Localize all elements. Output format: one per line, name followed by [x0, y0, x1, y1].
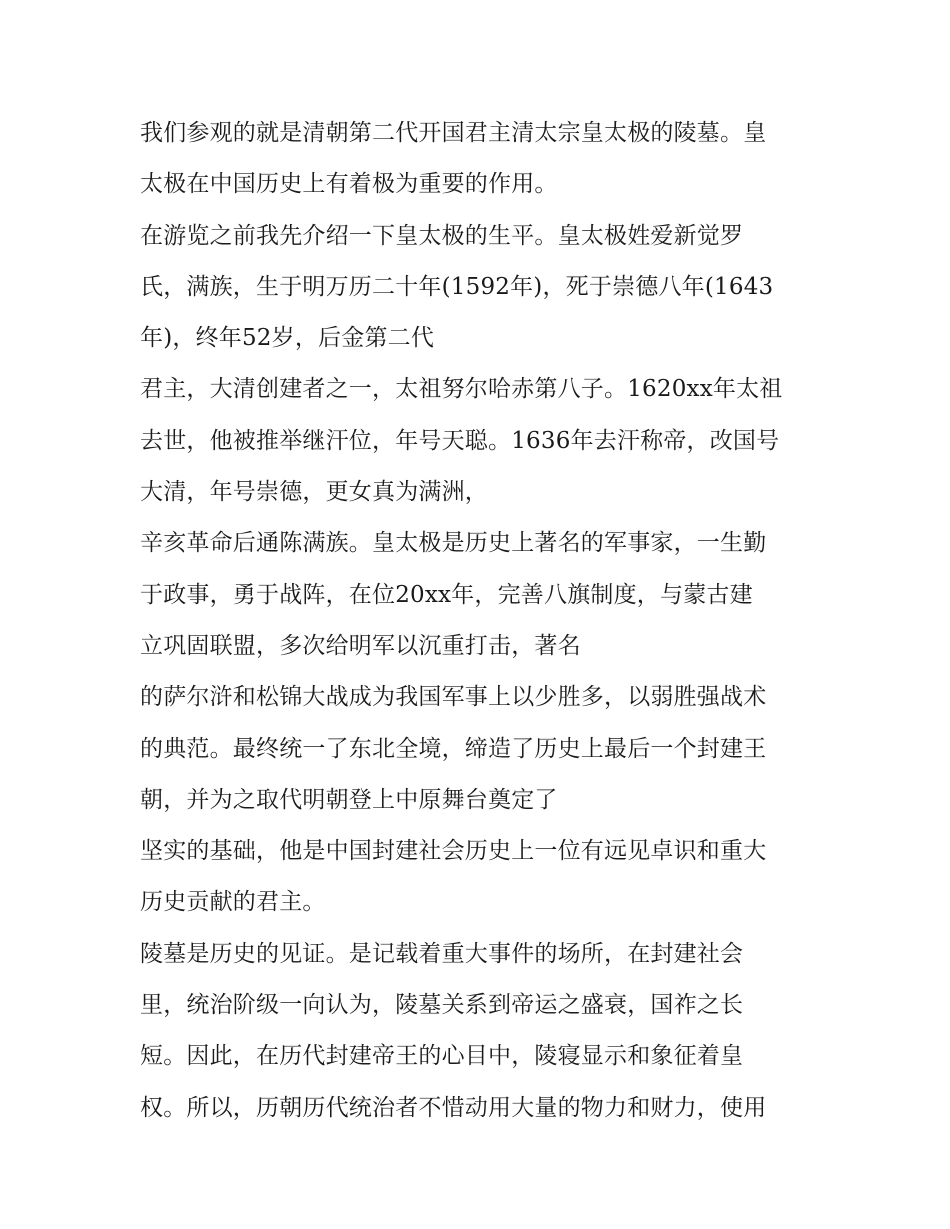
text-line: 我们参观的就是清朝第二代开国君主清太宗皇太极的陵墓。皇: [140, 120, 767, 146]
text-line: 辛亥革命后通陈满族。皇太极是历史上著名的军事家，一生勤: [140, 530, 767, 557]
text-line: 坚实的基础，他是中国封建社会历史上一位有远见卓识和重大: [140, 838, 767, 865]
text-line: 朝，并为之取代明朝登上中原舞台奠定了: [140, 786, 558, 813]
text-line: 大清，年号崇德，更女真为满洲，: [140, 479, 488, 506]
text-line: 的典范。最终统一了东北全境，缔造了历史上最后一个封建王: [140, 735, 767, 762]
text-line: 氏，满族，生于明万历二十年(1592年)，死于崇德八年(1643: [140, 273, 774, 300]
text-line: 在游览之前我先介绍一下皇太极的生平。皇太极姓爱新觉罗: [140, 222, 744, 249]
text-line: 立巩固联盟，多次给明军以沉重打击，著名: [140, 632, 581, 659]
paragraph-1: [140, 108, 820, 211]
paragraph-4: [140, 518, 820, 672]
text-line: 去世，他被推举继汗位，年号天聪。1636年去汗称帝，改国号: [140, 427, 780, 454]
text-line: 君主，大清创建者之一，太祖努尔哈赤第八子。1620xx年太祖: [140, 376, 783, 403]
text-line: 历史贡献的君主。: [140, 889, 326, 916]
text-line: 的萨尔浒和松锦大战成为我国军事上以少胜多，以弱胜强战术: [140, 684, 767, 711]
paragraph-2: [140, 211, 820, 365]
text-line: 里，统治阶级一向认为，陵墓关系到帝运之盛衰，国祚之长: [140, 992, 744, 1019]
text-line: 于政事，勇于战阵，在位20xx年，完善八旗制度，与蒙古建: [140, 581, 753, 608]
document-body: [140, 108, 820, 1134]
paragraph-5: [140, 672, 820, 826]
paragraph-3: [140, 364, 820, 518]
paragraph-7: [140, 929, 820, 1134]
text-line: 权。所以，历朝历代统治者不惜动用大量的物力和财力，使用: [140, 1094, 767, 1121]
text-line: 太极在中国历史上有着极为重要的作用。: [140, 171, 558, 198]
text-line: 短。因此，在历代封建帝王的心目中，陵寝显示和象征着皇: [140, 1043, 744, 1070]
text-line: 年)，终年52岁，后金第二代: [140, 325, 435, 352]
paragraph-6: [140, 826, 820, 929]
text-line: 陵墓是历史的见证。是记载着重大事件的场所，在封建社会: [140, 940, 744, 967]
